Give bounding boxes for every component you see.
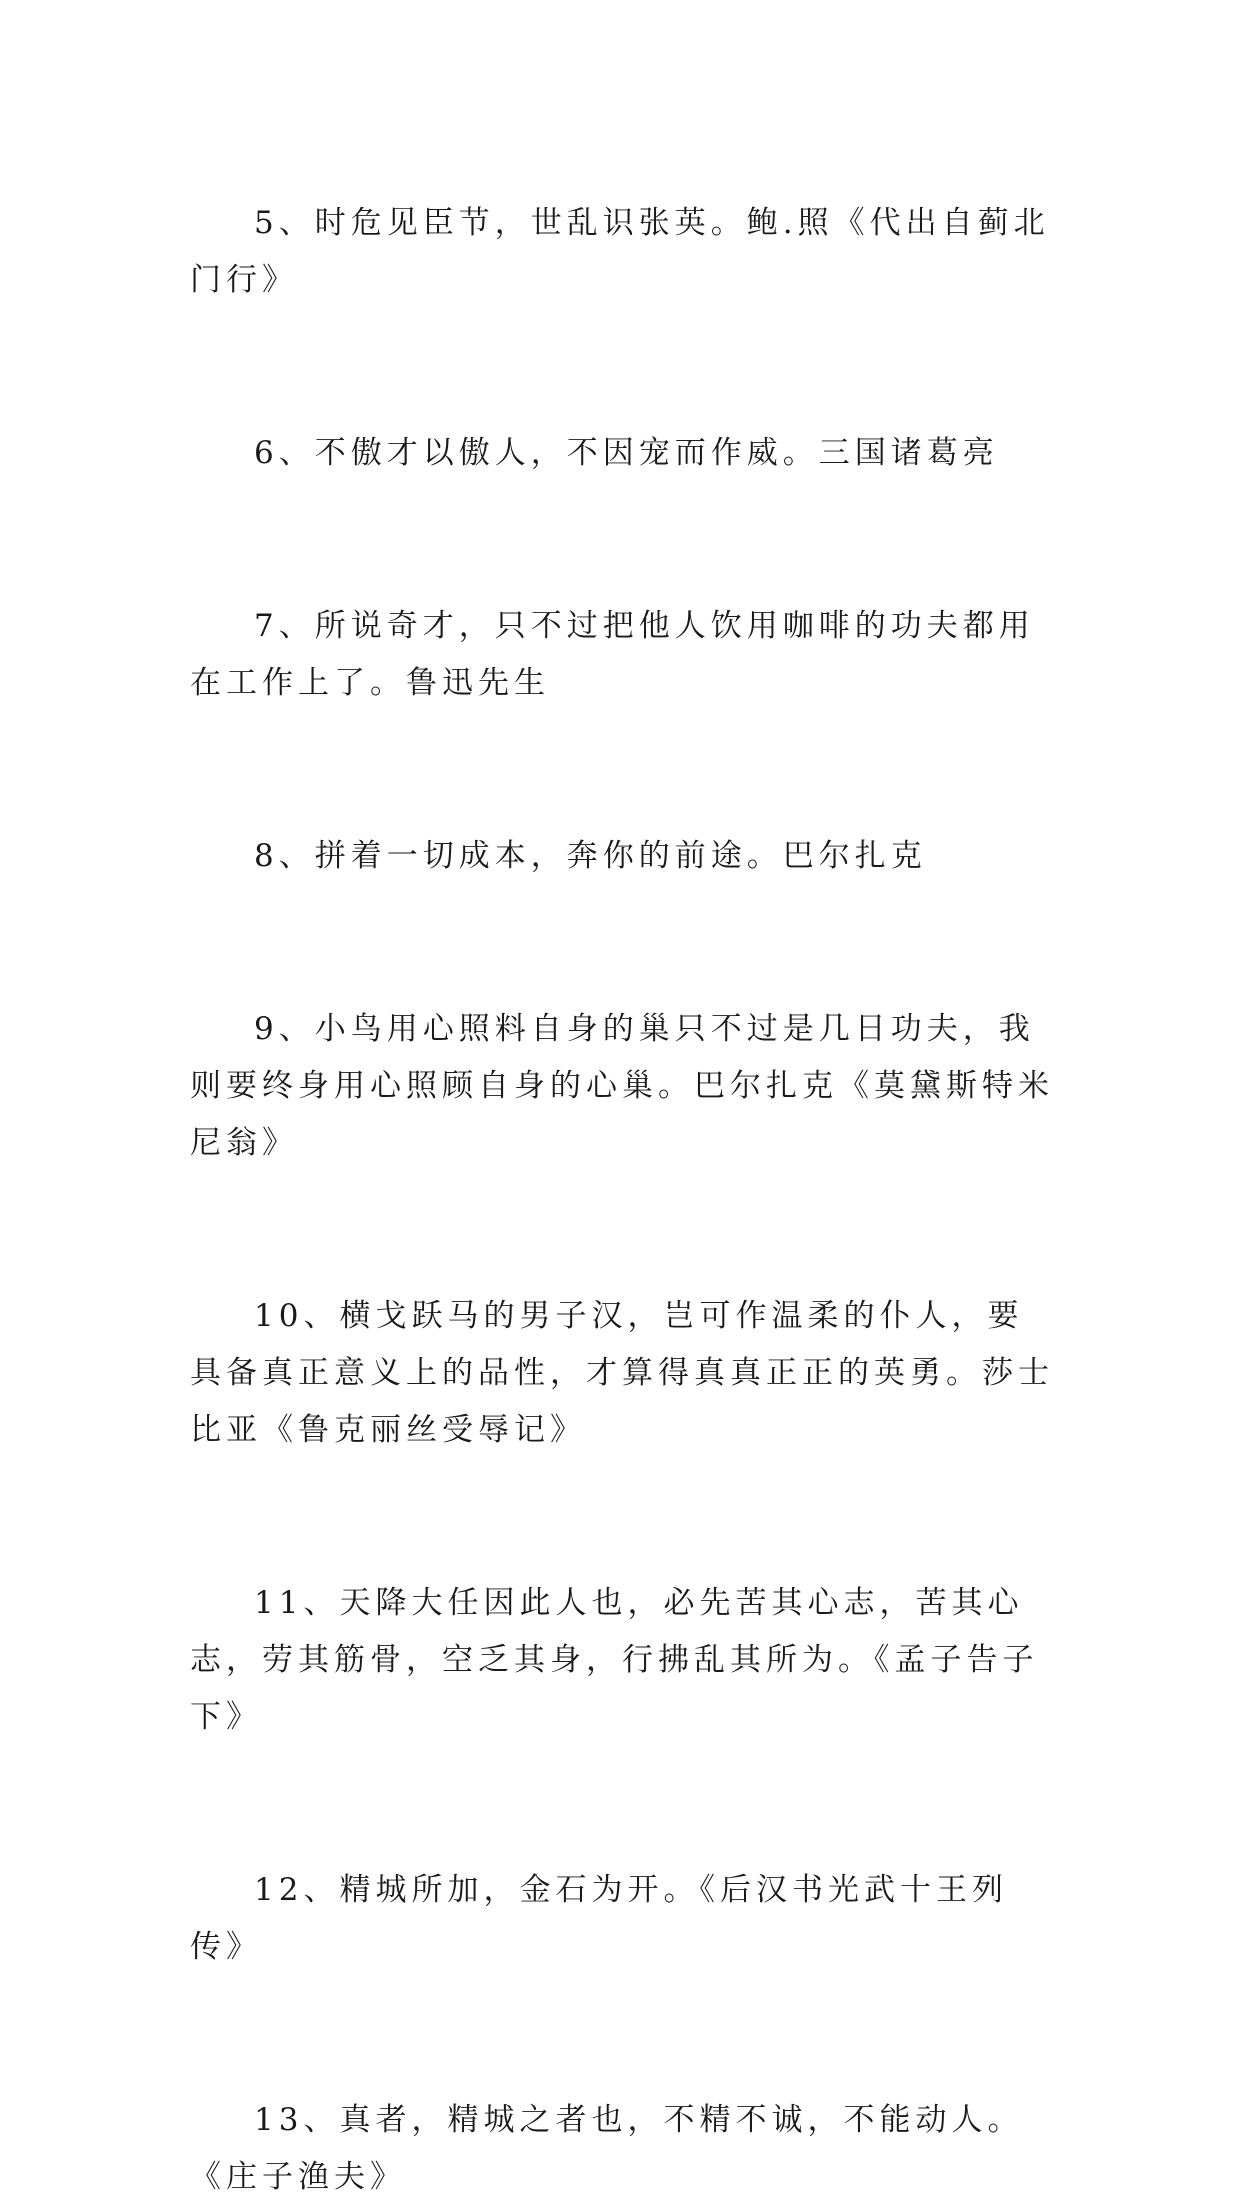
paragraph-6: 6、不傲才以傲人，不因宠而作威。三国诸葛亮 (254, 435, 999, 471)
paragraph-11: 11、天降大任因此人也，必先苦其心志，苦其心志，劳其筋骨，空乏其身，行拂乱其所为。《孟子告子下》 (190, 1585, 1039, 1735)
paragraph-13: 13、真者，精城之者也，不精不诚，不能动人。《庄子渔夫》 (190, 2102, 1024, 2195)
paragraph-7: 7、所说奇才，只不过把他人饮用咖啡的功夫都用在工作上了。鲁迅先生 (190, 608, 1035, 701)
paragraph-10: 10、横戈跃马的男子汉，岂可作温柔的仆人，要具备真正意义上的品性，才算得真真正正的英勇。莎士比亚《鲁克丽丝受辱记》 (190, 1298, 1054, 1448)
document-body (190, 195, 1058, 2206)
paragraph-12: 12、精城所加，金石为开。《后汉书光武十王列传》 (190, 1872, 1008, 1965)
paragraph-8: 8、拼着一切成本，奔你的前途。巴尔扎克 (254, 838, 927, 874)
paragraph-9: 9、小鸟用心照料自身的巢只不过是几日功夫，我则要终身用心照顾自身的心巢。巴尔扎克《莫黛斯特米尼翁》 (190, 1011, 1054, 1161)
paragraph-5: 5、时危见臣节，世乱识张英。鲍.照《代出自蓟北门行》 (190, 205, 1050, 298)
